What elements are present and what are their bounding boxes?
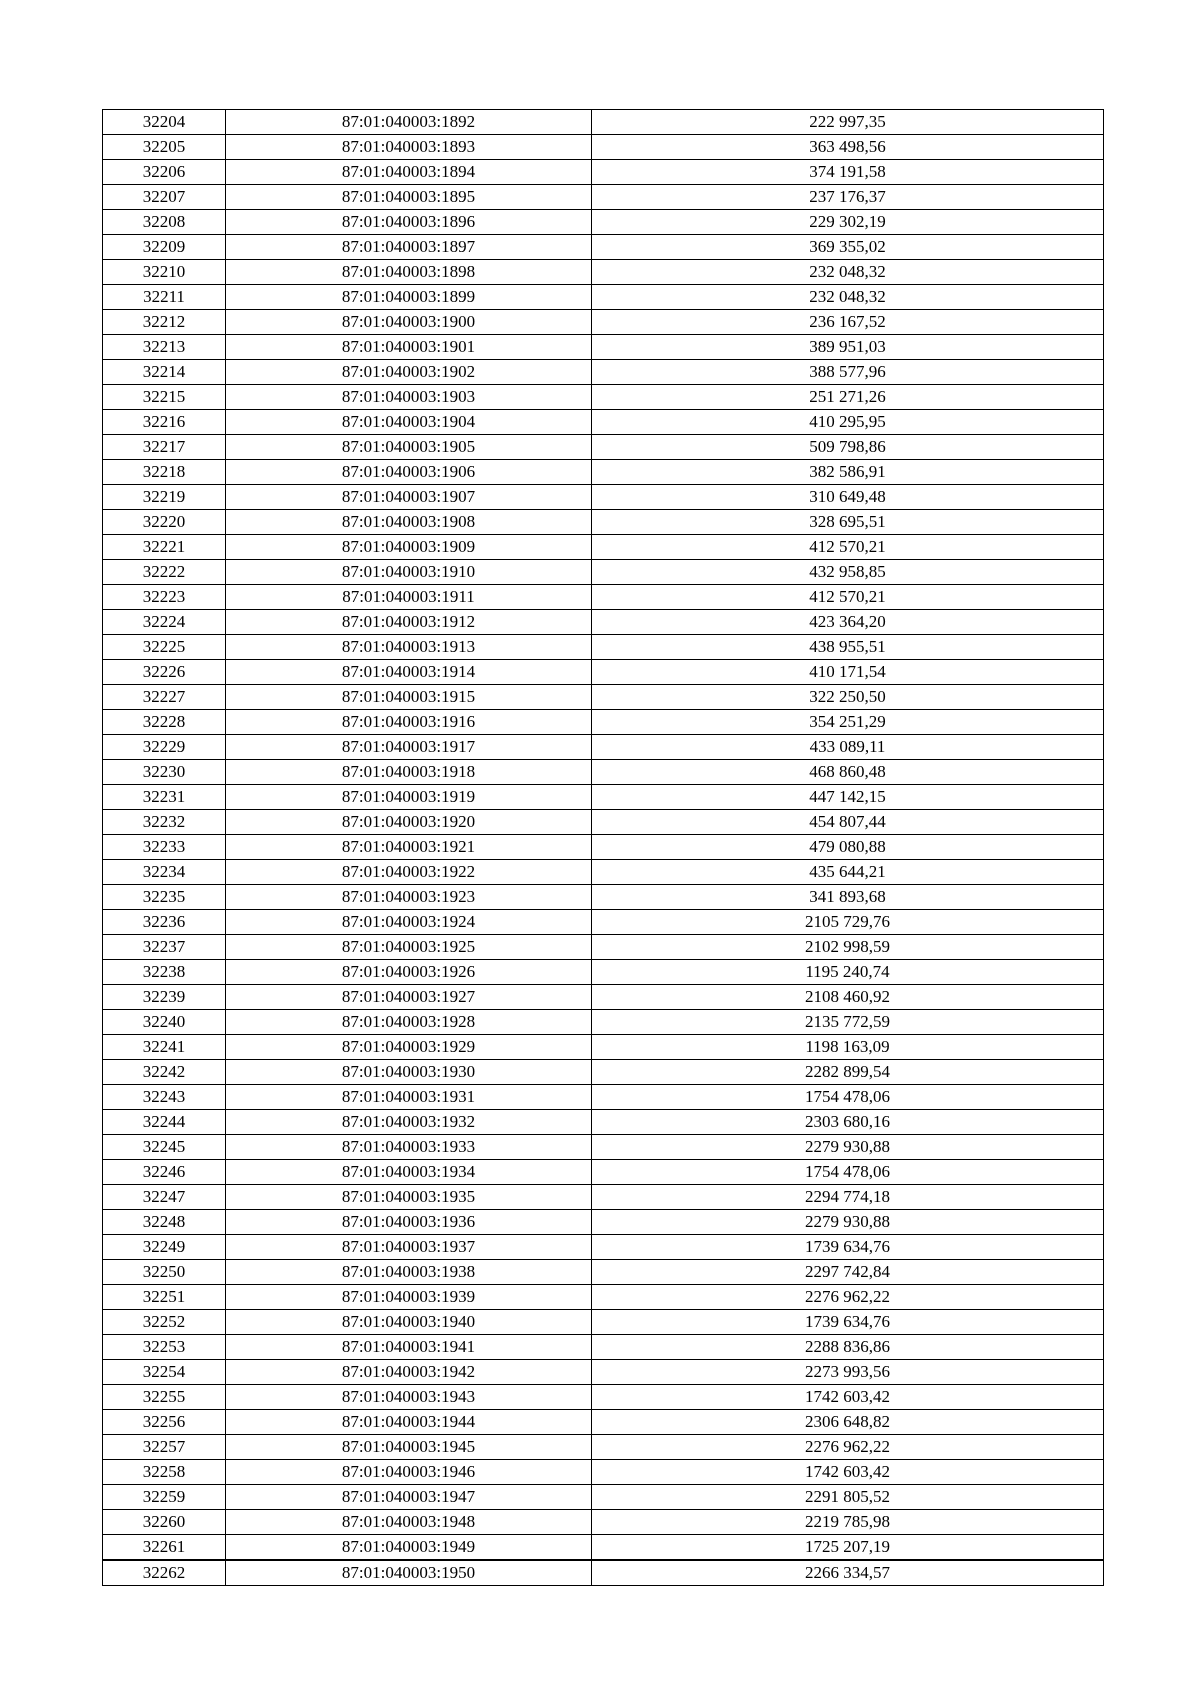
cadastral-number-cell: 87:01:040003:1901: [226, 335, 592, 360]
table-row: [103, 860, 1104, 885]
value-cell: 412 570,21: [592, 535, 1104, 560]
cadastral-number-cell: 87:01:040003:1943: [226, 1385, 592, 1410]
value-cell: 479 080,88: [592, 835, 1104, 860]
value-cell: 354 251,29: [592, 710, 1104, 735]
table-row: [103, 1185, 1104, 1210]
value-cell: 2306 648,82: [592, 1410, 1104, 1435]
value-cell: 412 570,21: [592, 585, 1104, 610]
value-cell: 2276 962,22: [592, 1285, 1104, 1310]
value-cell: 2291 805,52: [592, 1485, 1104, 1510]
table-row: [103, 1360, 1104, 1385]
row-number-cell: 32228: [103, 710, 226, 735]
table-row: [103, 1410, 1104, 1435]
row-number-cell: 32222: [103, 560, 226, 585]
table-row: [103, 1210, 1104, 1235]
row-number-cell: 32247: [103, 1185, 226, 1210]
row-number-cell: 32215: [103, 385, 226, 410]
row-number-cell: 32226: [103, 660, 226, 685]
cadastral-number-cell: 87:01:040003:1904: [226, 410, 592, 435]
table-row: [103, 985, 1104, 1010]
value-cell: 1739 634,76: [592, 1310, 1104, 1335]
table-row: [103, 1560, 1104, 1586]
value-cell: 435 644,21: [592, 860, 1104, 885]
row-number-cell: 32227: [103, 685, 226, 710]
cadastral-number-cell: 87:01:040003:1892: [226, 110, 592, 135]
cadastral-number-cell: 87:01:040003:1907: [226, 485, 592, 510]
cadastral-number-cell: 87:01:040003:1896: [226, 210, 592, 235]
row-number-cell: 32207: [103, 185, 226, 210]
cadastral-number-cell: 87:01:040003:1905: [226, 435, 592, 460]
cadastral-number-cell: 87:01:040003:1920: [226, 810, 592, 835]
row-number-cell: 32237: [103, 935, 226, 960]
row-number-cell: 32260: [103, 1510, 226, 1535]
value-cell: 2279 930,88: [592, 1210, 1104, 1235]
value-cell: 468 860,48: [592, 760, 1104, 785]
value-cell: 382 586,91: [592, 460, 1104, 485]
row-number-cell: 32205: [103, 135, 226, 160]
table-row: [103, 1035, 1104, 1060]
row-number-cell: 32211: [103, 285, 226, 310]
value-cell: 2294 774,18: [592, 1185, 1104, 1210]
table-row: [103, 510, 1104, 535]
table-row: [103, 1535, 1104, 1561]
cadastral-number-cell: 87:01:040003:1929: [226, 1035, 592, 1060]
cadastral-number-cell: 87:01:040003:1946: [226, 1460, 592, 1485]
cadastral-number-cell: 87:01:040003:1898: [226, 260, 592, 285]
value-cell: 310 649,48: [592, 485, 1104, 510]
value-cell: 251 271,26: [592, 385, 1104, 410]
row-number-cell: 32208: [103, 210, 226, 235]
table-row: [103, 285, 1104, 310]
cadastral-number-cell: 87:01:040003:1947: [226, 1485, 592, 1510]
value-cell: 438 955,51: [592, 635, 1104, 660]
value-cell: 1195 240,74: [592, 960, 1104, 985]
row-number-cell: 32217: [103, 435, 226, 460]
cadastral-number-cell: 87:01:040003:1930: [226, 1060, 592, 1085]
value-cell: 232 048,32: [592, 285, 1104, 310]
row-number-cell: 32231: [103, 785, 226, 810]
row-number-cell: 32256: [103, 1410, 226, 1435]
value-cell: 369 355,02: [592, 235, 1104, 260]
table-row: [103, 1485, 1104, 1510]
row-number-cell: 32223: [103, 585, 226, 610]
row-number-cell: 32209: [103, 235, 226, 260]
cadastral-number-cell: 87:01:040003:1916: [226, 710, 592, 735]
value-cell: 363 498,56: [592, 135, 1104, 160]
row-number-cell: 32244: [103, 1110, 226, 1135]
cadastral-number-cell: 87:01:040003:1950: [226, 1560, 592, 1586]
value-cell: 432 958,85: [592, 560, 1104, 585]
cadastral-number-cell: 87:01:040003:1893: [226, 135, 592, 160]
row-number-cell: 32248: [103, 1210, 226, 1235]
row-number-cell: 32210: [103, 260, 226, 285]
table-row: [103, 610, 1104, 635]
cadastral-number-cell: 87:01:040003:1923: [226, 885, 592, 910]
value-cell: 2273 993,56: [592, 1360, 1104, 1385]
value-cell: 237 176,37: [592, 185, 1104, 210]
table-row: [103, 1235, 1104, 1260]
value-cell: 1754 478,06: [592, 1160, 1104, 1185]
cadastral-number-cell: 87:01:040003:1914: [226, 660, 592, 685]
table-row: [103, 1510, 1104, 1535]
table-row: [103, 335, 1104, 360]
value-cell: 2102 998,59: [592, 935, 1104, 960]
row-number-cell: 32225: [103, 635, 226, 660]
value-cell: 328 695,51: [592, 510, 1104, 535]
row-number-cell: 32224: [103, 610, 226, 635]
row-number-cell: 32235: [103, 885, 226, 910]
row-number-cell: 32249: [103, 1235, 226, 1260]
table-row: [103, 1285, 1104, 1310]
value-cell: 509 798,86: [592, 435, 1104, 460]
table-row: [103, 1135, 1104, 1160]
table-row: [103, 235, 1104, 260]
table-row: [103, 310, 1104, 335]
row-number-cell: 32221: [103, 535, 226, 560]
value-cell: 2266 334,57: [592, 1560, 1104, 1586]
cadastral-number-cell: 87:01:040003:1918: [226, 760, 592, 785]
cadastral-number-cell: 87:01:040003:1915: [226, 685, 592, 710]
row-number-cell: 32242: [103, 1060, 226, 1085]
cadastral-number-cell: 87:01:040003:1924: [226, 910, 592, 935]
table-row: [103, 1260, 1104, 1285]
table-row: [103, 710, 1104, 735]
value-cell: 1198 163,09: [592, 1035, 1104, 1060]
value-cell: 229 302,19: [592, 210, 1104, 235]
cadastral-number-cell: 87:01:040003:1931: [226, 1085, 592, 1110]
cadastral-number-cell: 87:01:040003:1928: [226, 1010, 592, 1035]
row-number-cell: 32216: [103, 410, 226, 435]
row-number-cell: 32241: [103, 1035, 226, 1060]
cadastral-number-cell: 87:01:040003:1941: [226, 1335, 592, 1360]
value-cell: 388 577,96: [592, 360, 1104, 385]
row-number-cell: 32245: [103, 1135, 226, 1160]
table-row: [103, 835, 1104, 860]
value-cell: 2297 742,84: [592, 1260, 1104, 1285]
value-cell: 2279 930,88: [592, 1135, 1104, 1160]
table-row: [103, 1460, 1104, 1485]
row-number-cell: 32238: [103, 960, 226, 985]
table-row: [103, 135, 1104, 160]
table-row: [103, 185, 1104, 210]
cadastral-number-cell: 87:01:040003:1911: [226, 585, 592, 610]
table-row: [103, 535, 1104, 560]
cadastral-number-cell: 87:01:040003:1912: [226, 610, 592, 635]
row-number-cell: 32253: [103, 1335, 226, 1360]
value-cell: 2276 962,22: [592, 1435, 1104, 1460]
value-cell: 222 997,35: [592, 110, 1104, 135]
cadastral-number-cell: 87:01:040003:1903: [226, 385, 592, 410]
cadastral-number-cell: 87:01:040003:1934: [226, 1160, 592, 1185]
value-cell: 2108 460,92: [592, 985, 1104, 1010]
row-number-cell: 32213: [103, 335, 226, 360]
row-number-cell: 32251: [103, 1285, 226, 1310]
value-cell: 2282 899,54: [592, 1060, 1104, 1085]
cadastral-number-cell: 87:01:040003:1936: [226, 1210, 592, 1235]
table-row: [103, 1110, 1104, 1135]
cadastral-number-cell: 87:01:040003:1948: [226, 1510, 592, 1535]
cadastral-number-cell: 87:01:040003:1940: [226, 1310, 592, 1335]
value-cell: 1742 603,42: [592, 1460, 1104, 1485]
cadastral-number-cell: 87:01:040003:1922: [226, 860, 592, 885]
cadastral-number-cell: 87:01:040003:1910: [226, 560, 592, 585]
row-number-cell: 32252: [103, 1310, 226, 1335]
value-cell: 1742 603,42: [592, 1385, 1104, 1410]
value-cell: 454 807,44: [592, 810, 1104, 835]
row-number-cell: 32261: [103, 1535, 226, 1561]
cadastral-number-cell: 87:01:040003:1944: [226, 1410, 592, 1435]
cadastral-number-cell: 87:01:040003:1917: [226, 735, 592, 760]
table-row: [103, 935, 1104, 960]
cadastral-number-cell: 87:01:040003:1906: [226, 460, 592, 485]
table-row: [103, 1435, 1104, 1460]
table-row: [103, 560, 1104, 585]
value-cell: 2135 772,59: [592, 1010, 1104, 1035]
row-number-cell: 32220: [103, 510, 226, 535]
table-row: [103, 160, 1104, 185]
cadastral-number-cell: 87:01:040003:1937: [226, 1235, 592, 1260]
cadastral-number-cell: 87:01:040003:1932: [226, 1110, 592, 1135]
cadastral-number-cell: 87:01:040003:1894: [226, 160, 592, 185]
table-row: [103, 1060, 1104, 1085]
value-cell: 447 142,15: [592, 785, 1104, 810]
cadastral-number-cell: 87:01:040003:1938: [226, 1260, 592, 1285]
row-number-cell: 32236: [103, 910, 226, 935]
table-row: [103, 810, 1104, 835]
value-cell: 2288 836,86: [592, 1335, 1104, 1360]
table-row: [103, 460, 1104, 485]
row-number-cell: 32206: [103, 160, 226, 185]
value-cell: 389 951,03: [592, 335, 1104, 360]
cadastral-number-cell: 87:01:040003:1908: [226, 510, 592, 535]
value-cell: 1739 634,76: [592, 1235, 1104, 1260]
row-number-cell: 32243: [103, 1085, 226, 1110]
table-row: [103, 685, 1104, 710]
value-cell: 410 171,54: [592, 660, 1104, 685]
row-number-cell: 32259: [103, 1485, 226, 1510]
table-row: [103, 1335, 1104, 1360]
table-row: [103, 760, 1104, 785]
row-number-cell: 32234: [103, 860, 226, 885]
row-number-cell: 32204: [103, 110, 226, 135]
table-row: [103, 385, 1104, 410]
value-cell: 1725 207,19: [592, 1535, 1104, 1561]
value-cell: 232 048,32: [592, 260, 1104, 285]
cadastral-number-cell: 87:01:040003:1942: [226, 1360, 592, 1385]
row-number-cell: 32239: [103, 985, 226, 1010]
table-row: [103, 1160, 1104, 1185]
table-row: [103, 210, 1104, 235]
cadastral-number-cell: 87:01:040003:1935: [226, 1185, 592, 1210]
cadastral-number-cell: 87:01:040003:1902: [226, 360, 592, 385]
cadastral-number-cell: 87:01:040003:1945: [226, 1435, 592, 1460]
row-number-cell: 32214: [103, 360, 226, 385]
table-row: [103, 785, 1104, 810]
row-number-cell: 32230: [103, 760, 226, 785]
cadastral-number-cell: 87:01:040003:1925: [226, 935, 592, 960]
cadastral-number-cell: 87:01:040003:1897: [226, 235, 592, 260]
table-row: [103, 1385, 1104, 1410]
row-number-cell: 32257: [103, 1435, 226, 1460]
value-cell: 1754 478,06: [592, 1085, 1104, 1110]
row-number-cell: 32212: [103, 310, 226, 335]
value-cell: 2105 729,76: [592, 910, 1104, 935]
cadastral-number-cell: 87:01:040003:1900: [226, 310, 592, 335]
table-row: [103, 885, 1104, 910]
value-cell: 2219 785,98: [592, 1510, 1104, 1535]
table-row: [103, 910, 1104, 935]
row-number-cell: 32254: [103, 1360, 226, 1385]
cadastral-number-cell: 87:01:040003:1933: [226, 1135, 592, 1160]
value-cell: 410 295,95: [592, 410, 1104, 435]
table-row: [103, 1085, 1104, 1110]
cadastral-number-cell: 87:01:040003:1927: [226, 985, 592, 1010]
row-number-cell: 32258: [103, 1460, 226, 1485]
value-cell: 433 089,11: [592, 735, 1104, 760]
table-body: [103, 110, 1104, 1586]
row-number-cell: 32219: [103, 485, 226, 510]
value-cell: 322 250,50: [592, 685, 1104, 710]
cadastral-number-cell: 87:01:040003:1899: [226, 285, 592, 310]
table-row: [103, 585, 1104, 610]
cadastral-number-cell: 87:01:040003:1926: [226, 960, 592, 985]
data-table: [102, 109, 1104, 1586]
value-cell: 2303 680,16: [592, 1110, 1104, 1135]
table-row: [103, 435, 1104, 460]
table-row: [103, 660, 1104, 685]
cadastral-number-cell: 87:01:040003:1909: [226, 535, 592, 560]
row-number-cell: 32233: [103, 835, 226, 860]
cadastral-number-cell: 87:01:040003:1949: [226, 1535, 592, 1561]
cadastral-number-cell: 87:01:040003:1913: [226, 635, 592, 660]
row-number-cell: 32218: [103, 460, 226, 485]
cadastral-number-cell: 87:01:040003:1921: [226, 835, 592, 860]
value-cell: 341 893,68: [592, 885, 1104, 910]
value-cell: 423 364,20: [592, 610, 1104, 635]
cadastral-number-cell: 87:01:040003:1919: [226, 785, 592, 810]
table-row: [103, 360, 1104, 385]
table-row: [103, 635, 1104, 660]
table-row: [103, 485, 1104, 510]
table-row: [103, 960, 1104, 985]
row-number-cell: 32246: [103, 1160, 226, 1185]
row-number-cell: 32255: [103, 1385, 226, 1410]
row-number-cell: 32250: [103, 1260, 226, 1285]
row-number-cell: 32232: [103, 810, 226, 835]
table-row: [103, 260, 1104, 285]
table-row: [103, 1310, 1104, 1335]
value-cell: 236 167,52: [592, 310, 1104, 335]
cadastral-number-cell: 87:01:040003:1895: [226, 185, 592, 210]
row-number-cell: 32229: [103, 735, 226, 760]
table-row: [103, 110, 1104, 135]
cadastral-number-cell: 87:01:040003:1939: [226, 1285, 592, 1310]
table-row: [103, 410, 1104, 435]
row-number-cell: 32240: [103, 1010, 226, 1035]
row-number-cell: 32262: [103, 1560, 226, 1586]
table-row: [103, 735, 1104, 760]
table-row: [103, 1010, 1104, 1035]
value-cell: 374 191,58: [592, 160, 1104, 185]
